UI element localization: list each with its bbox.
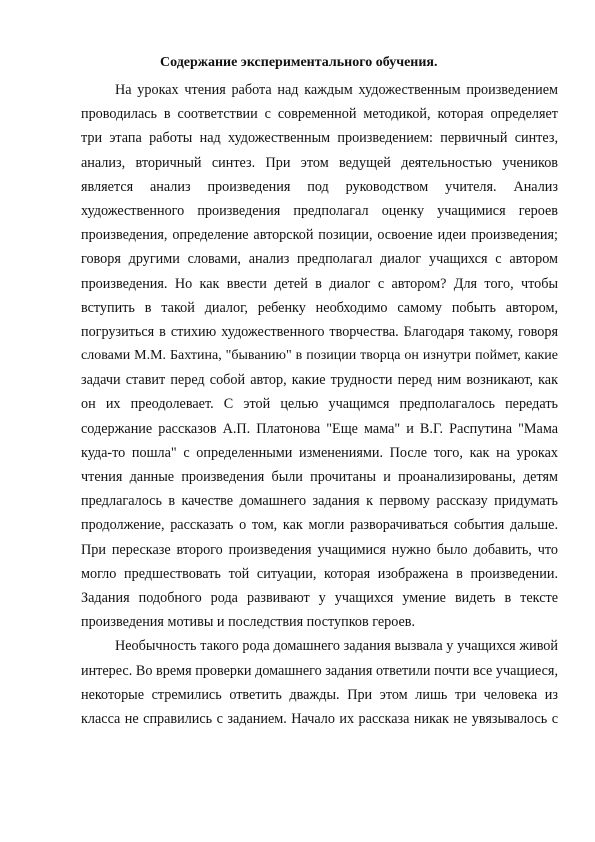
paragraph-line: три этапа работы над художественным произведением: первичный синтез, xyxy=(81,130,558,147)
paragraph-line: класса не справились с заданием. Начало их рассказа никак не увязывалось с xyxy=(81,710,558,727)
paragraph-line: словами М.М. Бахтина, "быванию" в позиции творца он изнутри поймет, какие xyxy=(81,348,558,364)
paragraph-2 xyxy=(81,634,558,731)
paragraph-line: содержание рассказов А.П. Платонова "Еще мама" и В.Г. Распутина "Мама xyxy=(81,420,558,437)
paragraph-line: произведения, определение авторской позиции, освоение идеи произведения; xyxy=(81,227,558,244)
paragraph-line: продолжение, рассказать о том, как могли разворачиваться события дальше. xyxy=(81,517,558,534)
paragraph-line: является анализ произведения под руководством учителя. Анализ xyxy=(81,178,558,195)
paragraph-line: художественного произведения предполагал оценку учащимися героев xyxy=(81,202,558,219)
paragraph-line: задачи ставит перед собой автор, какие трудности перед ним возникают, как xyxy=(81,372,558,389)
paragraph-line: При пересказе второго произведения учащимися нужно было добавить, что xyxy=(81,541,558,558)
paragraph-line: произведения мотивы и последствия поступков героев. xyxy=(81,614,416,631)
paragraph-line: говоря другими словами, анализ предполагал диалог учащихся с автором xyxy=(81,251,558,268)
paragraph-line: могло предшествовать той ситуации, которая изображена в произведении. xyxy=(81,565,558,582)
paragraph-line: Необычность такого рода домашнего задания вызвала у учащихся живой xyxy=(115,638,558,655)
paragraph-line: куда-то пошла" с определенными изменениями. После того, как на уроках xyxy=(81,444,558,461)
document-title: Содержание экспериментального обучения. xyxy=(160,55,438,70)
paragraph-line: он их преодолевает. С этой целью учащимся предполагалось передать xyxy=(81,396,558,413)
paragraph-line: предлагалось в качестве домашнего задания к первому рассказу придумать xyxy=(81,493,558,510)
paragraph-line: интерес. Во время проверки домашнего задания ответили почти все учащиеся, xyxy=(81,662,558,679)
paragraph-1 xyxy=(81,78,558,634)
paragraph-line: проводилась в соответствии с современной методикой, которая определяет xyxy=(81,106,558,123)
paragraph-line: произведения. Но как ввести детей в диалог с автором? Для того, чтобы xyxy=(81,275,558,292)
paragraph-line: На уроках чтения работа над каждым художественным произведением xyxy=(115,82,558,98)
paragraph-line: анализ, вторичный синтез. При этом ведущей деятельностью учеников xyxy=(81,154,558,171)
paragraph-line: вступить в такой диалог, ребенку необходимо самому побыть автором, xyxy=(81,299,558,316)
paragraph-line: чтения данные произведения были прочитаны и проанализированы, детям xyxy=(81,469,558,485)
paragraph-line: Задания подобного рода развивают у учащихся умение видеть в тексте xyxy=(81,589,558,606)
paragraph-line: погрузиться в стихию художественного творчества. Благодаря такому, говоря xyxy=(81,323,558,340)
paragraph-line: некоторые стремились ответить дважды. При этом лишь три человека из xyxy=(81,686,558,703)
